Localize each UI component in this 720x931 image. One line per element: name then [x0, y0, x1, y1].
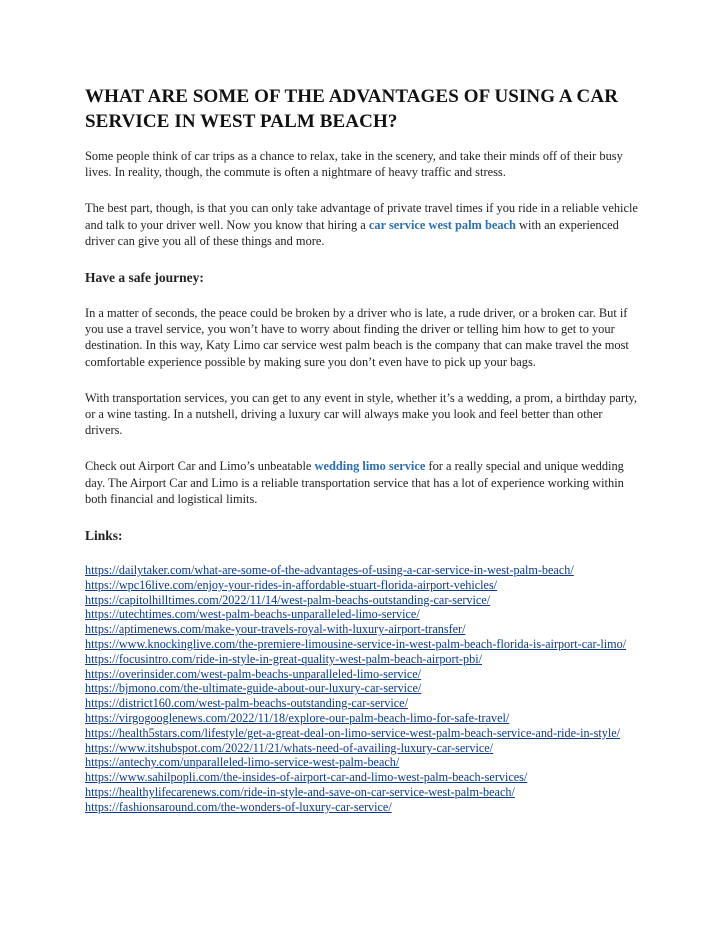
- url-link[interactable]: https://www.itshubspot.com/2022/11/21/whats-need-of-availing-luxury-car-service/: [85, 740, 494, 755]
- url-link[interactable]: https://aptimenews.com/make-your-travels-royal-with-luxury-airport-transfer/: [85, 622, 466, 637]
- url-link[interactable]: https://wpc16live.com/enjoy-your-rides-in-affordable-stuart-florida-airport-vehicles/: [85, 577, 498, 592]
- url-link[interactable]: https://health5stars.com/lifestyle/get-a-great-deal-on-limo-service-west-palm-beach-service-and-ride-in-style/: [85, 725, 621, 740]
- url-link[interactable]: https://antechy.com/unparalleled-limo-service-west-palm-beach/: [85, 755, 400, 770]
- intro-paragraph: Some people think of car trips as a chance to relax, take in the scenery, and take their minds off of their busy lives. In reality, though, the commute is often a nightmare of heavy traffic and stress.: [85, 149, 623, 180]
- url-link[interactable]: https://www.knockinglive.com/the-premiere-limousine-service-in-west-palm-beach-florida-is-airport-car-limo/: [85, 637, 627, 652]
- paragraph-text: with an experienced driver can give you all of these things and more.: [85, 217, 619, 248]
- safe-journey-paragraph: In a matter of seconds, the peace could be broken by a driver who is late, a rude driver, or a broken car. But if you use a travel service, you won’t have to worry about finding the driver or telling him how to get to your destination. In this way, Katy Limo car service west palm beach is the company that can make travel the most comfortable experience possible by making sure you don’t even have to pick up your bags.: [85, 306, 629, 369]
- url-link[interactable]: https://virgogooglenews.com/2022/11/18/explore-our-palm-beach-limo-for-safe-travel/: [85, 711, 510, 726]
- url-link[interactable]: https://www.sahilpopli.com/the-insides-of-airport-car-and-limo-west-palm-beach-services/: [85, 770, 528, 785]
- url-link[interactable]: https://overinsider.com/west-palm-beachs-unparalleled-limo-service/: [85, 666, 422, 681]
- url-link[interactable]: https://bjmono.com/the-ultimate-guide-about-our-luxury-car-service/: [85, 681, 422, 696]
- url-link[interactable]: https://fashionsaround.com/the-wonders-of-luxury-car-service/: [85, 799, 392, 814]
- paragraph-text: The best part, though, is that you can only take advantage of private travel times if you ride in a reliable vehicle and talk to your driver well. Now you know that hiring a: [85, 201, 638, 232]
- transportation-paragraph: With transportation services, you can get to any event in style, whether it’s a wedding, a prom, a birthday party, or a wine tasting. In a nutshell, driving a luxury car will always make you look and feel better than other drivers.: [85, 390, 637, 438]
- url-link[interactable]: https://district160.com/west-palm-beachs-outstanding-car-service/: [85, 696, 408, 711]
- private-travel-paragraph: [85, 200, 640, 249]
- url-link[interactable]: https://capitolhilltimes.com/2022/11/14/west-palm-beachs-outstanding-car-service/: [85, 592, 491, 607]
- car-service-link[interactable]: car service west palm beach: [368, 217, 516, 232]
- wedding-paragraph: [85, 458, 640, 507]
- page-title: WHAT ARE SOME OF THE ADVANTAGES OF USING A CAR SERVICE IN WEST PALM BEACH?: [85, 86, 619, 132]
- safe-journey-heading: Have a safe journey:: [85, 270, 204, 286]
- url-link[interactable]: https://dailytaker.com/what-are-some-of-the-advantages-of-using-a-car-service-in-west-palm-beach/: [85, 563, 574, 578]
- paragraph-text: Check out Airport Car and Limo’s unbeatable: [85, 459, 315, 474]
- wedding-limo-link[interactable]: wedding limo service: [314, 459, 426, 474]
- url-link[interactable]: https://healthylifecarenews.com/ride-in-style-and-save-on-car-service-west-palm-beach/: [85, 785, 515, 799]
- url-link[interactable]: https://utechtimes.com/west-palm-beachs-unparalleled-limo-service/: [85, 607, 420, 622]
- url-link[interactable]: https://focusintro.com/ride-in-style-in-great-quality-west-palm-beach-airport-pbi/: [85, 651, 482, 666]
- paragraph-text: for a really special and unique wedding day. The Airport Car and Limo is a reliable transportation service that has a lot of experience working within both financial and logistical limits.: [85, 459, 624, 506]
- links-heading: Links:: [85, 528, 123, 544]
- links-list: [85, 563, 640, 815]
